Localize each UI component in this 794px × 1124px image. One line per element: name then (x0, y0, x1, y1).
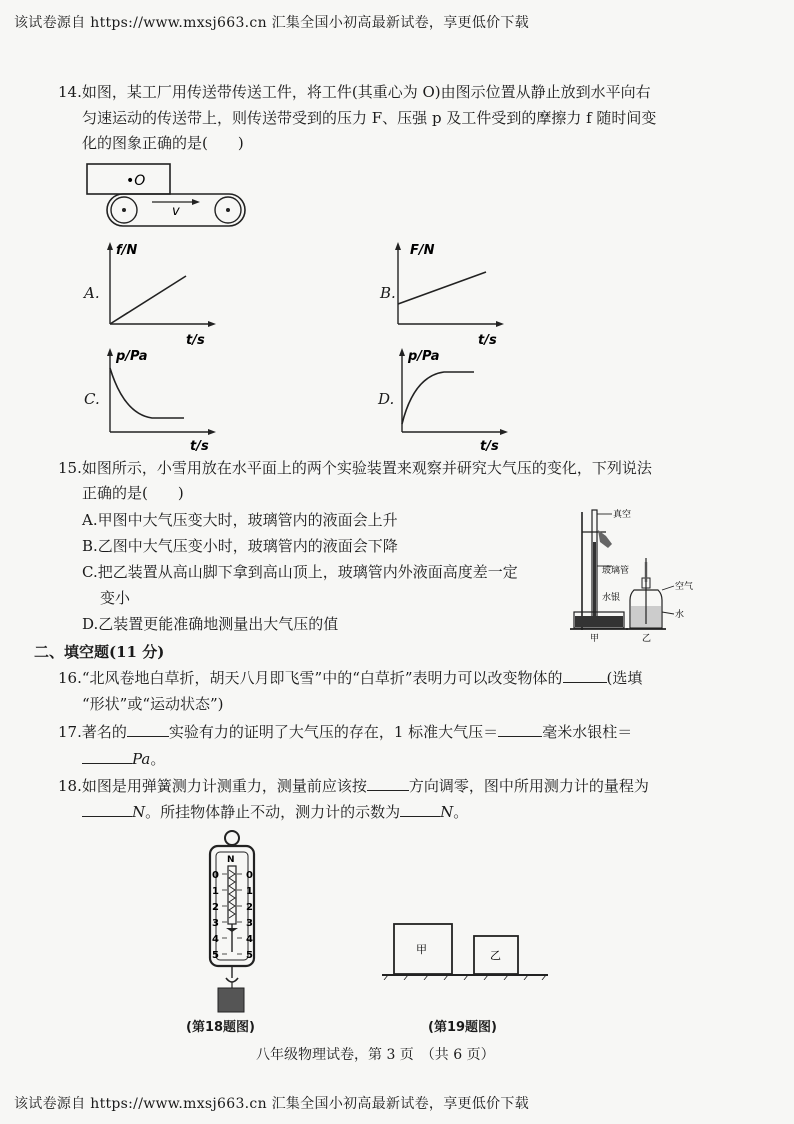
q14-option-b-label: B. (380, 284, 396, 302)
fig18-caption: (第18题图) (186, 1020, 255, 1035)
q14-b-ylabel: F/N (410, 243, 435, 258)
q17-blank-2[interactable] (498, 720, 542, 737)
q15-option-c-cont: 变小 (100, 589, 131, 607)
scale-right-0: 0 (246, 870, 253, 881)
q14-b-line (398, 272, 486, 304)
q15-option-b: B.乙图中大气压变小时，玻璃管内的液面会下降 (82, 537, 398, 555)
block-yi-label: 乙 (490, 949, 501, 962)
q15-option-d: D.乙装置更能准确地测量出大气压的值 (82, 615, 339, 633)
scale-left-2: 2 (212, 902, 219, 913)
q14-c-ylabel: p/Pa (116, 349, 148, 364)
q17-blank-3[interactable] (82, 747, 132, 764)
q14-option-a-graph (100, 240, 220, 348)
vacuum-label: 真空 (613, 510, 632, 520)
q14-option-b-graph (388, 240, 508, 348)
scale-left-5: 5 (212, 950, 219, 961)
q15-option-c: C.把乙装置从高山脚下拿到高山顶上，玻璃管内外液面高度差一定 (82, 563, 518, 581)
q18-blank-3[interactable] (400, 800, 440, 817)
velocity-label: v (172, 204, 180, 219)
spring-scale-figure (196, 828, 268, 1014)
q14-b-xlabel: t/s (478, 333, 497, 348)
q14-a-line (110, 276, 186, 324)
q14-option-a-label: A. (84, 284, 100, 302)
scale-right-5: 5 (246, 950, 253, 961)
water-label: 水 (675, 610, 685, 620)
scale-right-2: 2 (246, 902, 253, 913)
q15-option-a: A.甲图中大气压变大时，玻璃管内的液面会上升 (82, 511, 398, 529)
q14-c-xlabel: t/s (190, 439, 209, 454)
glass-tube-label: 玻璃管 (602, 566, 630, 576)
scale-right-3: 3 (246, 918, 253, 929)
q15-line-1: 15.如图所示，小雪用放在水平面上的两个实验装置来观察并研究大气压的变化，下列说法 (58, 459, 652, 477)
page-footer: 八年级物理试卷，第 3 页 （共 6 页） (256, 1047, 495, 1063)
jia-label: 甲 (590, 634, 600, 644)
air-label: 空气 (675, 582, 694, 592)
section-2-title: 二、填空题(11 分) (34, 643, 165, 661)
scale-left-1: 1 (212, 886, 219, 897)
q14-line-3: 化的图象正确的是( ) (82, 134, 244, 152)
blocks-figure (378, 918, 552, 980)
q14-line-1: 14.如图，某工厂用传送带传送工件，将工件(其重心为 O)由图示位置从静止放到水平向右 (58, 83, 651, 101)
scale-left-4: 4 (212, 934, 219, 945)
q15-line-2: 正确的是( ) (82, 484, 184, 502)
scale-left-0: 0 (212, 870, 219, 881)
q14-c-curve (110, 368, 184, 418)
top-ring (225, 831, 239, 845)
hook (226, 978, 238, 982)
block-jia-label: 甲 (416, 943, 427, 956)
q17-line-2: Pa。 (82, 747, 165, 772)
barometer-figure (566, 502, 716, 644)
q16-line-1: 16.“北风卷地白草折，胡天八月即飞雪”中的“白草折”表明力可以改变物体的 (选填 (58, 666, 642, 691)
q14-d-xlabel: t/s (480, 439, 499, 454)
q16-line-2: “形状”或“运动状态”) (82, 695, 224, 713)
clamp-hand (598, 530, 612, 548)
q14-option-c-graph (100, 346, 220, 454)
mercury-label: 水银 (602, 593, 621, 603)
scale-left-3: 3 (212, 918, 219, 929)
q16-blank-1[interactable] (563, 666, 607, 683)
q17-blank-1[interactable] (127, 720, 169, 737)
spring (228, 866, 236, 924)
q18-blank-2[interactable] (82, 800, 132, 817)
q14-option-d-graph (392, 346, 512, 454)
scale-right-4: 4 (246, 934, 253, 945)
scale-right-1: 1 (246, 886, 253, 897)
q14-option-d-label: D. (378, 390, 395, 408)
q18-line-1: 18.如图是用弹簧测力计测重力，测量前应该按 方向调零，图中所用测力计的量程为 (58, 774, 649, 799)
fig19-caption: (第19题图) (428, 1020, 497, 1035)
center-of-mass-label: •O (126, 173, 146, 189)
q14-d-curve (402, 372, 474, 424)
pointer (226, 928, 238, 932)
q18-blank-1[interactable] (367, 774, 409, 791)
q14-d-ylabel: p/Pa (408, 349, 440, 364)
q14-a-xlabel: t/s (186, 333, 205, 348)
source-banner-top: 该试卷源自 https://www.mxsj663.cn 汇集全国小初高最新试卷，享更低价下载 (14, 15, 530, 31)
q18-line-2: N。所挂物体静止不动，测力计的示数为 N。 (82, 800, 468, 825)
q17-line-1: 17.著名的 实验有力的证明了大气压的存在，1 标准大气压＝ 毫米水银柱＝ (58, 720, 632, 745)
yi-label: 乙 (642, 634, 652, 644)
q14-option-c-label: C. (84, 390, 100, 408)
q14-line-2: 匀速运动的传送带上，则传送带受到的压力 F、压强 p 及工件受到的摩擦力 f 随时间变 (82, 109, 657, 127)
q14-a-ylabel: f/N (116, 243, 138, 258)
conveyor-belt-figure (80, 160, 260, 230)
hanging-weight (218, 988, 244, 1012)
source-banner-bottom: 该试卷源自 https://www.mxsj663.cn 汇集全国小初高最新试卷，享更低价下载 (14, 1096, 530, 1112)
scale-unit: N (227, 855, 235, 865)
